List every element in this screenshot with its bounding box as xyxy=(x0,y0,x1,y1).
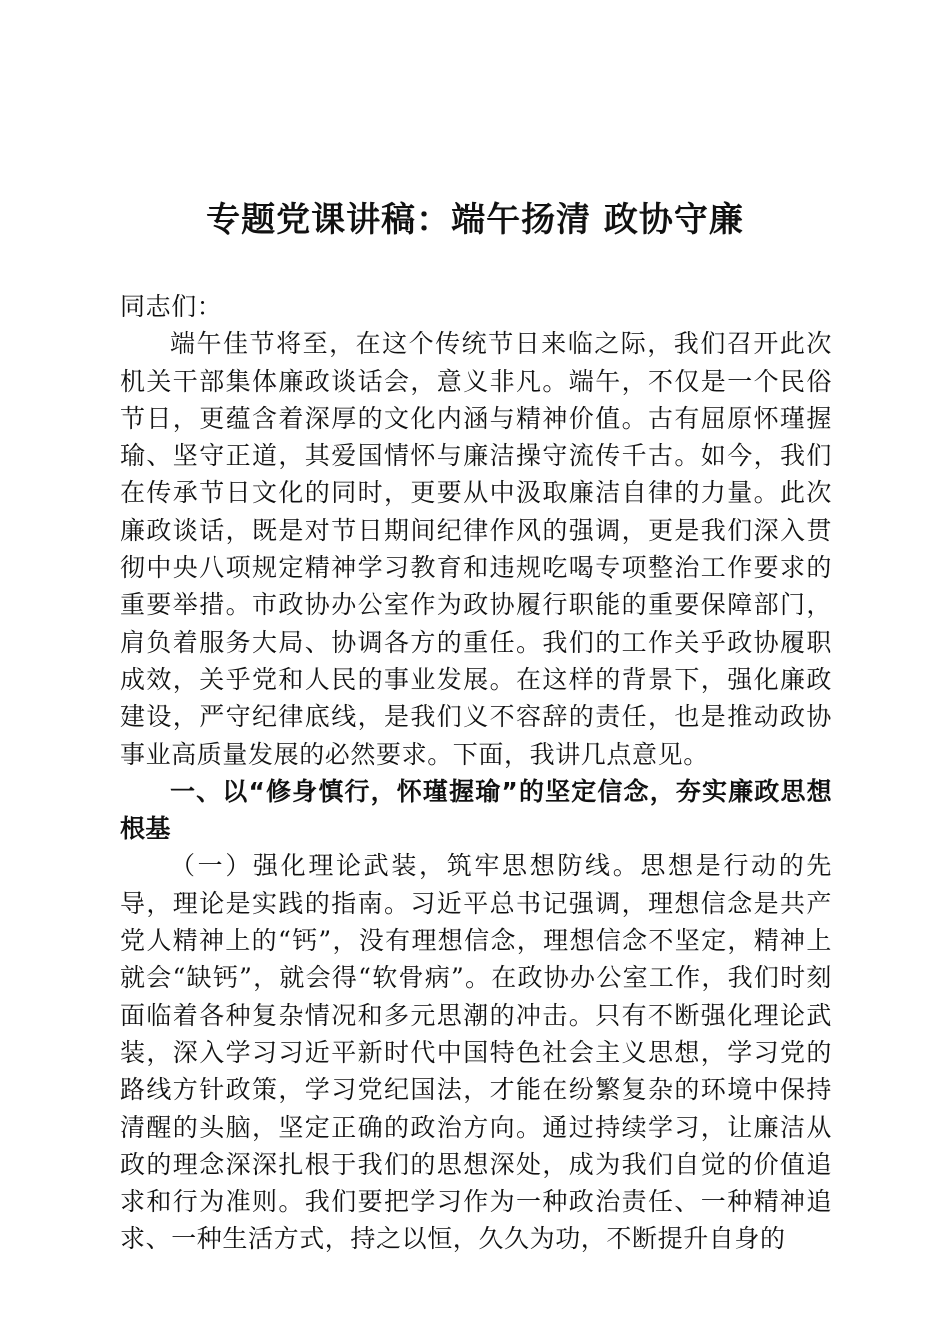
intro-paragraph: 端午佳节将至，在这个传统节日来临之际，我们召开此次机关干部集体廉政谈话会，意义非凡。端午，不仅是一个民俗节日，更蕴含着深厚的文化内涵与精神价值。古有屈原怀瑾握瑜、坚守正道，其爱国情怀与廉洁操守流传千古。如今，我们在传承节日文化的同时，更要从中汲取廉洁自律的力量。此次廉政谈话，既是对节日期间纪律作风的强调，更是我们深入贯彻中央八项规定精神学习教育和违规吃喝专项整治工作要求的重要举措。市政协办公室作为政协履行职能的重要保障部门，肩负着服务大局、协调各方的重任。我们的工作关乎政协履职成效，关乎党和人民的事业发展。在这样的背景下，强化廉政建设，严守纪律底线，是我们义不容辞的责任，也是推动政协事业高质量发展的必然要求。下面，我讲几点意见。 xyxy=(120,329,832,769)
document-body xyxy=(120,288,832,1258)
salutation: 同志们： xyxy=(120,292,223,321)
section-heading-1: 一、以“修身慎行，怀瑾握瑜”的坚定信念，夯实廉政思想根基 xyxy=(120,776,832,844)
section-1-paragraph-1: （一）强化理论武装，筑牢思想防线。思想是行动的先导，理论是实践的指南。习近平总书记强调，理想信念是共产党人精神上的“钙”，没有理想信念，理想信念不坚定，精神上就会“缺钙”，就会得“软骨病”。在政协办公室工作，我们时刻面临着各种复杂情况和多元思潮的冲击。只有不断强化理论武装，深入学习习近平新时代中国特色社会主义思想，学习党的路线方针政策，学习党纪国法，才能在纷繁复杂的环境中保持清醒的头脑，坚定正确的政治方向。通过持续学习，让廉洁从政的理念深深扎根于我们的思想深处，成为我们自觉的价值追求和行为准则。我们要把学习作为一种政治责任、一种精神追求、一种生活方式，持之以恒，久久为功，不断提升自身的 xyxy=(120,851,832,1254)
document-title: 专题党课讲稿：端午扬清 政协守廉 xyxy=(206,200,744,240)
